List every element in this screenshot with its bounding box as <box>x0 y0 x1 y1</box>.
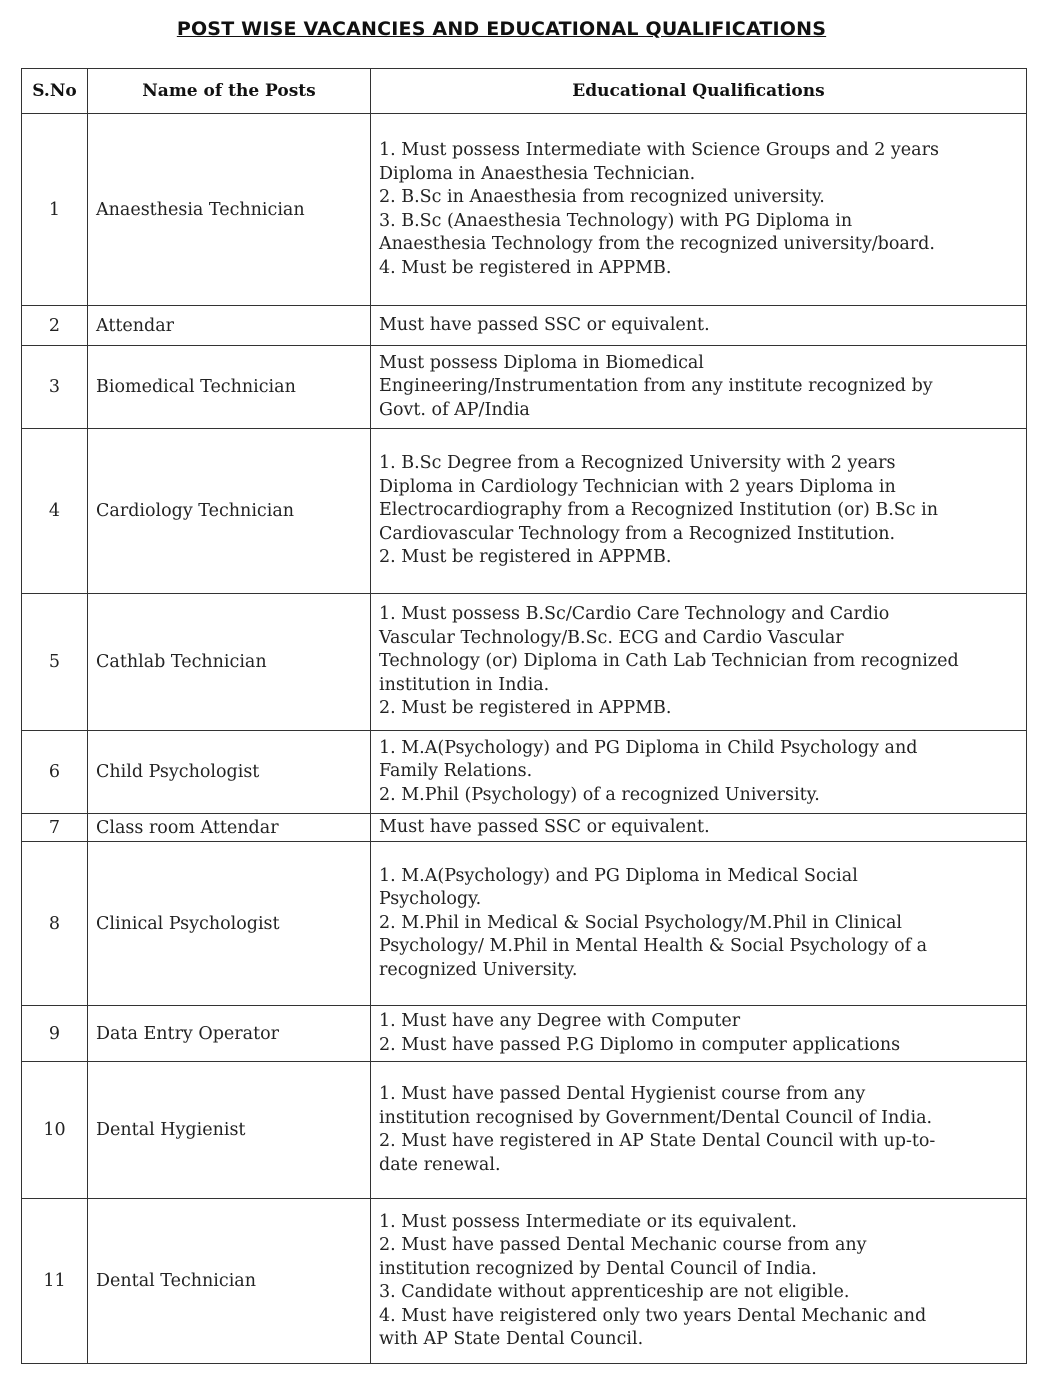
qualifications-table <box>21 68 1027 1364</box>
table-body <box>22 114 1027 1364</box>
row-serial-number: 10 <box>22 1062 88 1199</box>
row-post-name: Cardiology Technician <box>88 429 371 594</box>
row-post-name: Dental Technician <box>88 1199 371 1364</box>
row-qualifications <box>371 594 1027 731</box>
qualification-line: 4. Must have reigistered only two years Dental Mechanic and <box>379 1305 927 1326</box>
row-post-name: Child Psychologist <box>88 731 371 814</box>
qualification-line: 3. Candidate without apprenticeship are not eligible. <box>379 1282 850 1302</box>
table-row <box>22 1199 1027 1364</box>
header-qualifications: Educational Qualifications <box>371 69 1027 114</box>
row-post-name: Class room Attendar <box>88 814 371 842</box>
qualification-line: Vascular Technology/B.Sc. ECG and Cardio Vascular <box>379 627 844 648</box>
qualification-line: 1. Must possess B.Sc/Cardio Care Technology and Cardio <box>379 604 890 625</box>
qualification-line: 3. B.Sc (Anaesthesia Technology) with PG Diploma in <box>379 210 853 231</box>
table-row <box>22 1062 1027 1199</box>
qualification-line: institution recognized by Dental Council of India. <box>379 1258 817 1279</box>
qualification-line: Electrocardiography from a Recognized Institution (or) B.Sc in <box>379 500 938 521</box>
row-post-name: Biomedical Technician <box>88 346 371 429</box>
row-qualifications <box>371 1199 1027 1364</box>
qualification-line: Must have passed SSC or equivalent. <box>379 314 710 335</box>
qualification-line: Psychology/ M.Phil in Mental Health & Social Psychology of a <box>379 936 928 957</box>
row-serial-number: 7 <box>22 814 88 842</box>
row-serial-number: 4 <box>22 429 88 594</box>
qualification-line: institution recognised by Government/Dental Council of India. <box>379 1107 933 1128</box>
qualification-line: Must possess Diploma in Biomedical <box>379 352 704 373</box>
row-qualifications <box>371 114 1027 306</box>
qualification-line: Diploma in Cardiology Technician with 2 years Diploma in <box>379 476 896 497</box>
row-serial-number: 1 <box>22 114 88 306</box>
qualification-line: institution in India. <box>379 674 550 695</box>
row-serial-number: 11 <box>22 1199 88 1364</box>
qualification-line: 2. B.Sc in Anaesthesia from recognized university. <box>379 187 825 207</box>
row-serial-number: 5 <box>22 594 88 731</box>
row-serial-number: 3 <box>22 346 88 429</box>
row-post-name: Clinical Psychologist <box>88 842 371 1006</box>
table-row <box>22 594 1027 731</box>
qualification-line: 2. Must have registered in AP State Dental Council with up-to- <box>379 1131 936 1151</box>
table-row <box>22 814 1027 842</box>
table-row <box>22 306 1027 346</box>
row-qualifications <box>371 814 1027 842</box>
page-title: POST WISE VACANCIES AND EDUCATIONAL QUALIFICATIONS <box>176 18 827 40</box>
row-qualifications <box>371 346 1027 429</box>
qualification-line: 1. Must possess Intermediate or its equivalent. <box>379 1211 797 1232</box>
row-serial-number: 9 <box>22 1006 88 1062</box>
row-qualifications <box>371 429 1027 594</box>
qualification-line: 1. B.Sc Degree from a Recognized University with 2 years <box>379 453 896 474</box>
qualification-line: 1. M.A(Psychology) and PG Diploma in Child Psychology and <box>379 737 918 758</box>
qualification-line: Cardiovascular Technology from a Recognized Institution. <box>379 523 896 544</box>
row-qualifications <box>371 842 1027 1006</box>
row-serial-number: 6 <box>22 731 88 814</box>
table-row <box>22 429 1027 594</box>
table-row <box>22 842 1027 1006</box>
qualification-line: Govt. of AP/India <box>379 399 530 420</box>
row-post-name: Cathlab Technician <box>88 594 371 731</box>
qualification-line: 2. Must be registered in APPMB. <box>379 547 672 568</box>
qualification-line: date renewal. <box>379 1154 501 1175</box>
qualification-line: 1. Must have passed Dental Hygienist course from any <box>379 1084 866 1104</box>
row-serial-number: 8 <box>22 842 88 1006</box>
row-qualifications <box>371 731 1027 814</box>
row-post-name: Attendar <box>88 306 371 346</box>
qualification-line: 2. Must have passed Dental Mechanic course from any <box>379 1235 867 1255</box>
table-row <box>22 114 1027 306</box>
row-post-name: Anaesthesia Technician <box>88 114 371 306</box>
qualification-line: 4. Must be registered in APPMB. <box>379 257 672 278</box>
header-post-name: Name of the Posts <box>88 69 371 114</box>
qualification-line: with AP State Dental Council. <box>379 1329 644 1349</box>
row-qualifications <box>371 306 1027 346</box>
qualification-line: Anaesthesia Technology from the recognized university/board. <box>379 234 935 254</box>
qualification-line: Engineering/Instrumentation from any institute recognized by <box>379 376 933 397</box>
header-sno: S.No <box>22 69 88 114</box>
row-serial-number: 2 <box>22 306 88 346</box>
qualification-line: Psychology. <box>379 889 482 910</box>
row-post-name: Data Entry Operator <box>88 1006 371 1062</box>
qualification-line: 2. Must be registered in APPMB. <box>379 698 672 719</box>
qualification-line: Family Relations. <box>379 761 533 782</box>
qualification-line: Diploma in Anaesthesia Technician. <box>379 163 696 184</box>
qualification-line: 1. Must possess Intermediate with Science Groups and 2 years <box>379 140 939 160</box>
row-post-name: Dental Hygienist <box>88 1062 371 1199</box>
table-row <box>22 346 1027 429</box>
row-qualifications <box>371 1006 1027 1062</box>
table-header-row <box>22 69 1027 114</box>
qualification-line: 2. Must have passed P.G Diplomo in computer applications <box>379 1034 901 1055</box>
qualification-line: 1. M.A(Psychology) and PG Diploma in Medical Social <box>379 865 858 886</box>
table-row <box>22 1006 1027 1062</box>
qualification-line: 2. M.Phil (Psychology) of a recognized University. <box>379 784 820 805</box>
qualification-line: 1. Must have any Degree with Computer <box>379 1011 741 1031</box>
qualification-line: Technology (or) Diploma in Cath Lab Technician from recognized <box>379 651 959 672</box>
qualification-line: Must have passed SSC or equivalent. <box>379 816 710 837</box>
table-row <box>22 731 1027 814</box>
row-qualifications <box>371 1062 1027 1199</box>
qualification-line: recognized University. <box>379 959 578 980</box>
qualification-line: 2. M.Phil in Medical & Social Psychology/M.Phil in Clinical <box>379 912 902 933</box>
